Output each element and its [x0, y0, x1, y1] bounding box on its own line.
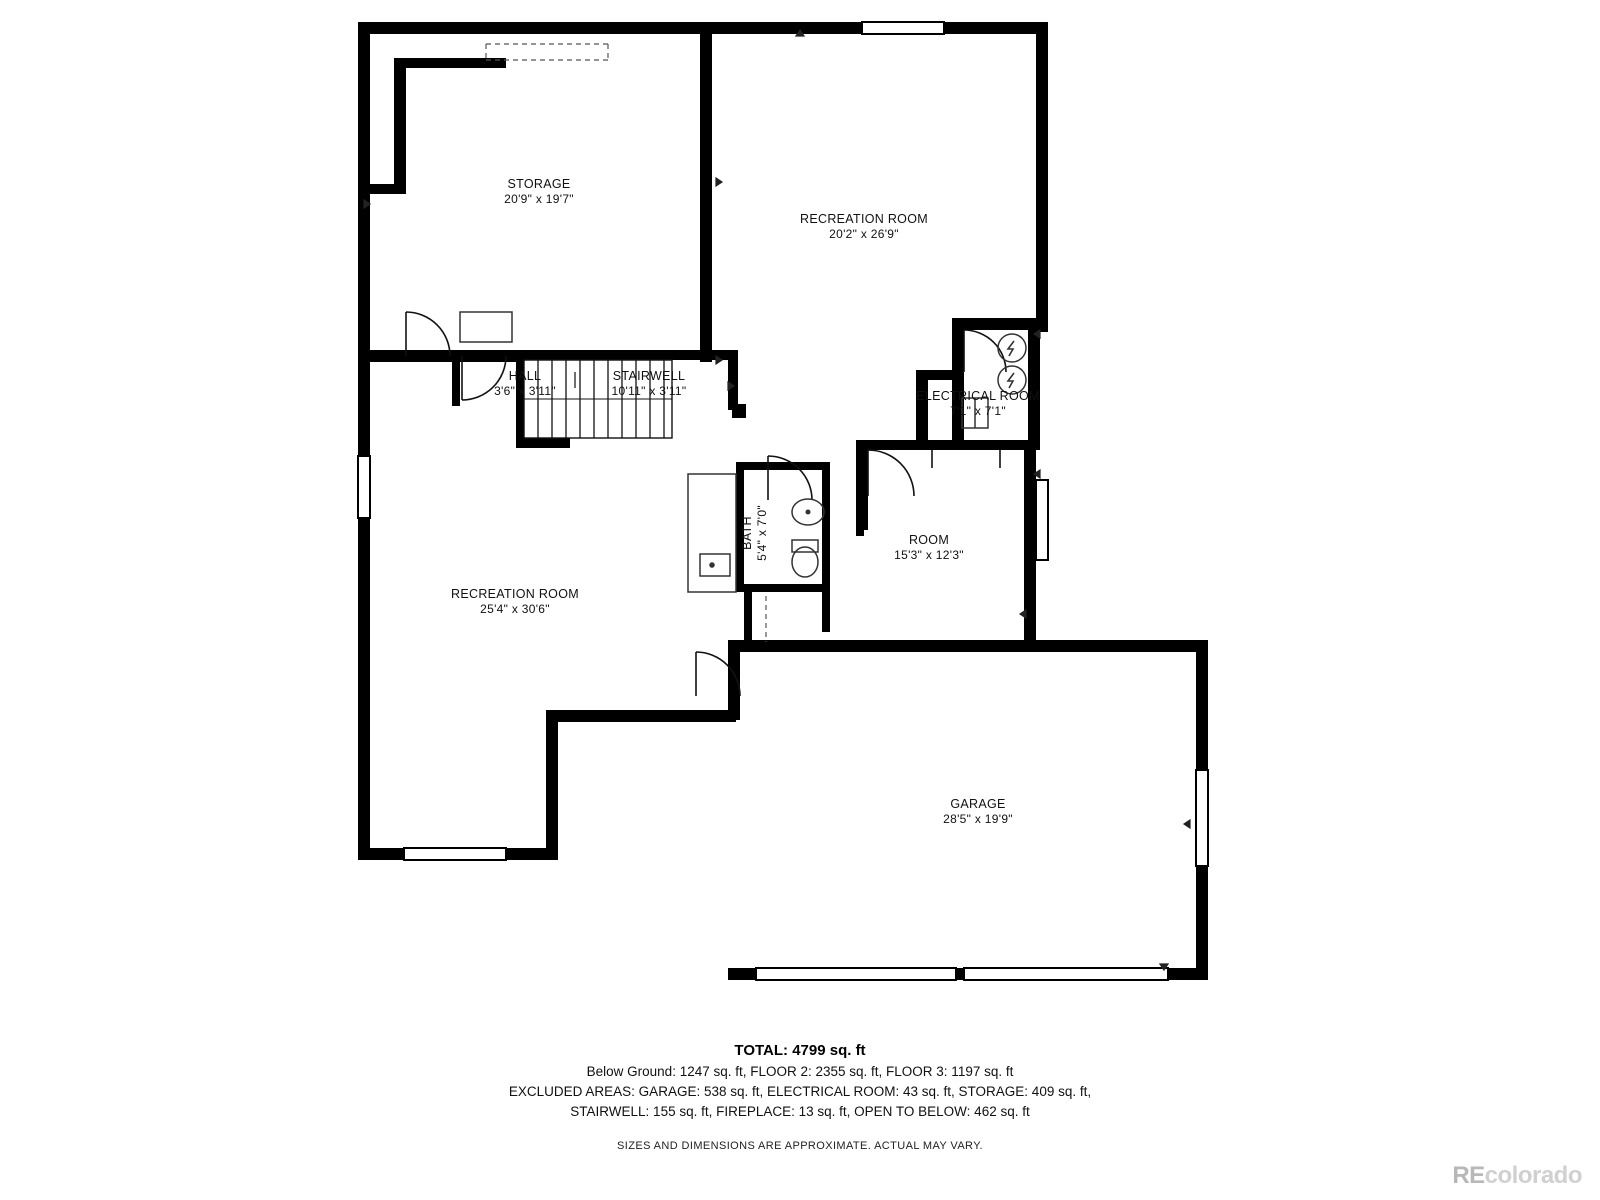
room-name: RECREATION ROOM	[800, 212, 928, 226]
room-dimensions: 10'11" x 3'11"	[611, 384, 687, 398]
room-dimensions: 7'1" x 7'1"	[950, 404, 1006, 418]
area-summary	[0, 1040, 1600, 1152]
room-dimensions: 20'9" x 19'7"	[504, 192, 574, 206]
windows	[358, 22, 1208, 980]
room-dimensions: 3'6" x 3'11"	[494, 384, 556, 398]
disclaimer-text: SIZES AND DIMENSIONS ARE APPROXIMATE. ACTUAL MAY VARY.	[617, 1140, 983, 1152]
electrical-panels	[962, 334, 1026, 428]
room-dimensions: 20'2" x 26'9"	[829, 227, 899, 241]
excluded-areas-line-1: EXCLUDED AREAS: GARAGE: 538 sq. ft, ELECTRICAL ROOM: 43 sq. ft, STORAGE: 409 sq. ft,	[508, 1084, 1092, 1099]
room-dimensions: 25'4" x 30'6"	[480, 602, 550, 616]
storage-fixture	[460, 312, 512, 342]
room-dimensions: 5'4" x 7'0"	[755, 505, 769, 561]
total-area: TOTAL: 4799 sq. ft	[734, 1042, 866, 1059]
room-name: GARAGE	[950, 797, 1006, 811]
exterior-walls	[358, 22, 1208, 980]
bath-fixtures	[688, 474, 824, 592]
recolorado-watermark	[1452, 1162, 1582, 1190]
room-dimensions: 15'3" x 12'3"	[894, 548, 964, 562]
room-dimensions: 28'5" x 19'9"	[943, 812, 1013, 826]
doors	[406, 312, 1006, 696]
room-name: BATH	[740, 516, 754, 550]
floor-breakdown: Below Ground: 1247 sq. ft, FLOOR 2: 2355 sq. ft, FLOOR 3: 1197 sq. ft	[586, 1064, 1014, 1079]
stairwell-steps	[524, 360, 672, 438]
watermark-colorado: colorado	[1484, 1162, 1582, 1189]
room-name: STORAGE	[507, 177, 571, 191]
overhead-dashed-lines	[486, 44, 766, 642]
room-name: ELECTRICAL ROOM	[916, 389, 1040, 403]
watermark-re: RE	[1452, 1162, 1485, 1189]
room-name: HALL	[508, 369, 542, 383]
room-name: STAIRWELL	[612, 369, 686, 383]
excluded-areas-line-2: STAIRWELL: 155 sq. ft, FIREPLACE: 13 sq. ft, OPEN TO BELOW: 462 sq. ft	[570, 1104, 1030, 1119]
wall-ticks	[364, 30, 1190, 970]
room-name: RECREATION ROOM	[451, 587, 579, 601]
room-name: ROOM	[908, 533, 950, 547]
